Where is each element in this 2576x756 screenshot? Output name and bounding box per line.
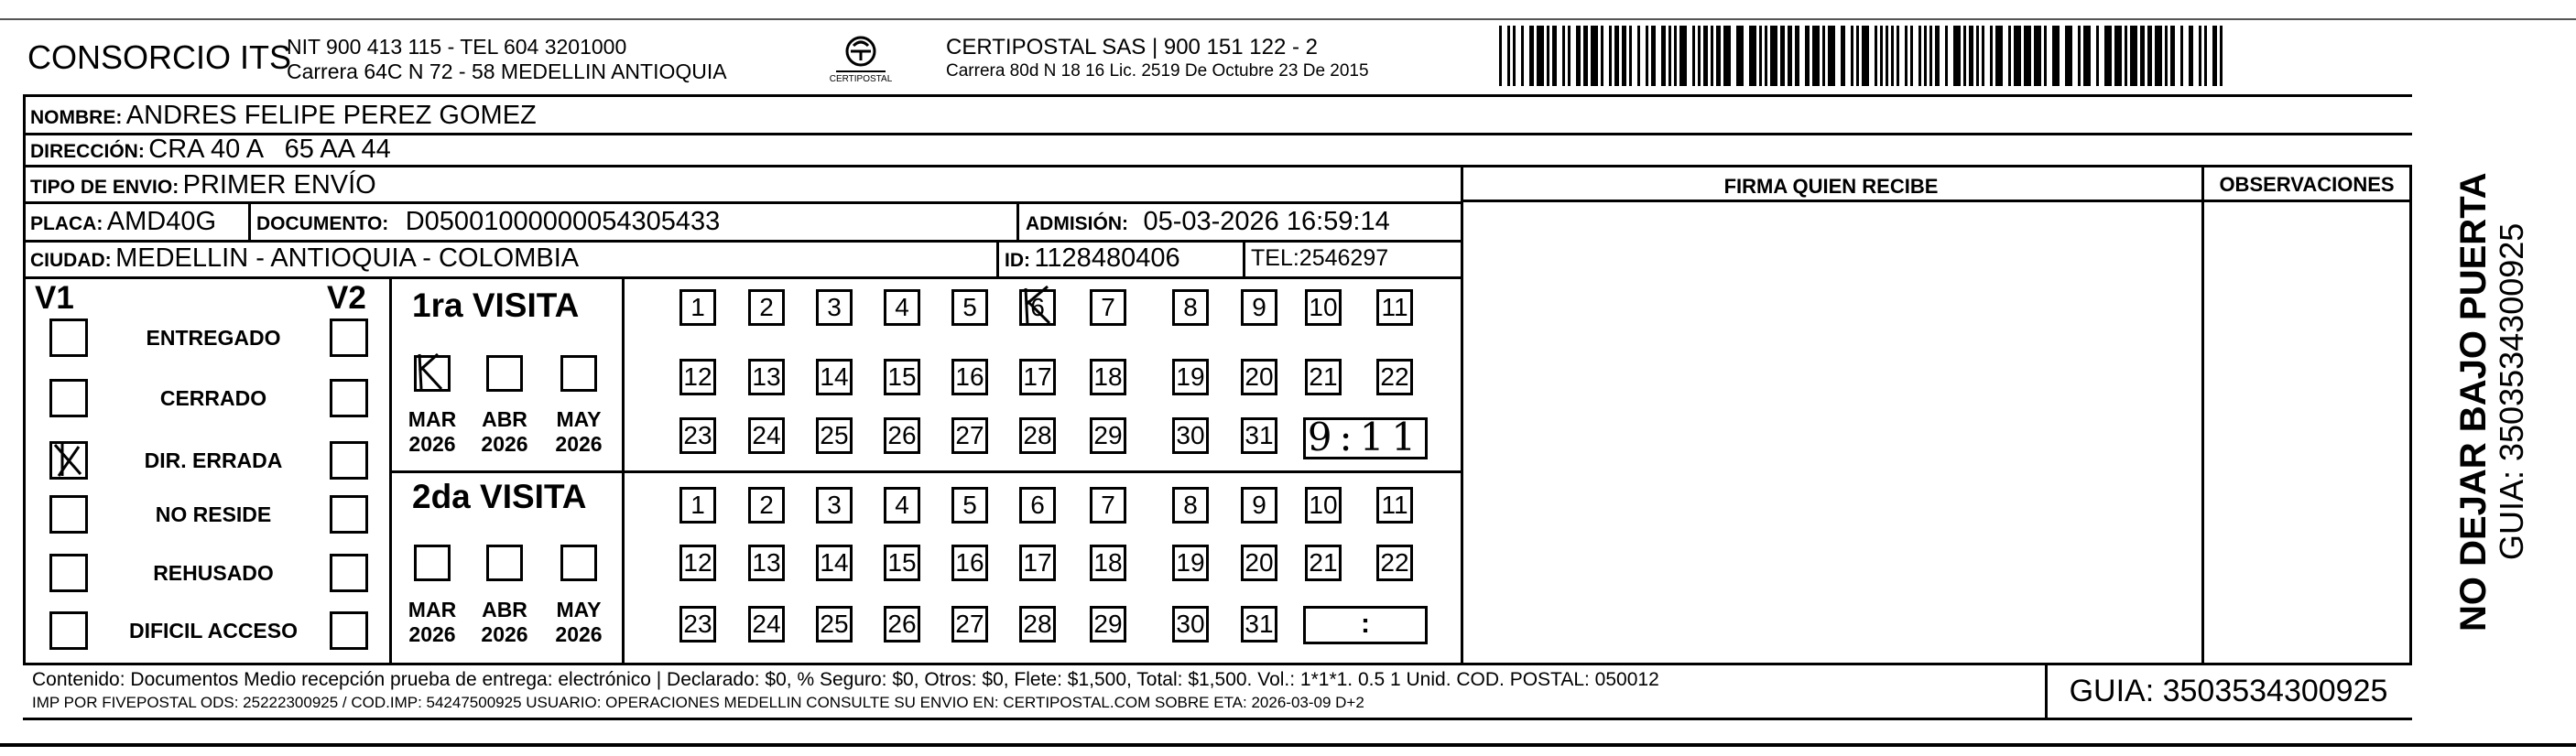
barcode-bar [2014, 26, 2021, 86]
barcode-bar [1583, 26, 1588, 86]
v2-checkbox[interactable] [330, 611, 368, 650]
barcode-bar [1521, 26, 1524, 86]
first-visit-day-30[interactable]: 30 [1172, 417, 1209, 454]
first-visit-month-box[interactable] [560, 355, 597, 392]
first-visit-day-26[interactable]: 26 [884, 417, 920, 454]
barcode-bar [2220, 26, 2223, 86]
barcode-bar [1841, 26, 1845, 86]
company-info-line2: Carrera 64C N 72 - 58 MEDELLIN ANTIOQUIA [287, 59, 727, 83]
barcode-bar [2083, 26, 2091, 86]
barcode-bar [1629, 26, 1632, 86]
barcode-bar [1562, 26, 1565, 86]
svg-text:CERTIPOSTAL: CERTIPOSTAL [829, 74, 893, 84]
v2-checkbox[interactable] [330, 495, 368, 534]
tipo-envio-value: PRIMER ENVÍO [182, 170, 376, 200]
barcode-bar [2044, 26, 2047, 86]
first-visit-day-29[interactable]: 29 [1090, 417, 1126, 454]
first-visit-time: 9:11 [1307, 415, 1424, 459]
direccion-label: DIRECCIÓN: [30, 141, 145, 162]
barcode-bar [1749, 26, 1756, 86]
barcode-bar [1953, 26, 1961, 86]
barcode-bar [1703, 26, 1708, 86]
barcode-bar [1886, 26, 1888, 86]
tipo-envio-label: TIPO DE ENVIO: [30, 177, 179, 198]
barcode-bar [2204, 26, 2207, 86]
second-visit-month-box[interactable] [414, 545, 451, 581]
barcode-bar [1614, 26, 1619, 86]
barcode [1499, 26, 2225, 86]
barcode-bar [2065, 26, 2072, 86]
second-visit-day-22[interactable]: 22 [1376, 545, 1413, 581]
first-visit-day-14[interactable]: 14 [816, 359, 853, 395]
barcode-bar [1862, 26, 1869, 86]
side-guia: GUIA: 3503534300925 [2493, 222, 2530, 560]
v1-label: V1 [35, 280, 74, 316]
barcode-bar [1499, 26, 1502, 86]
barcode-bar [1897, 26, 1899, 86]
barcode-bar [1891, 26, 1894, 86]
second-visit-day-17[interactable]: 17 [1019, 545, 1056, 581]
barcode-bar [2125, 26, 2127, 86]
first-visit-day-2[interactable]: 2 [748, 289, 785, 326]
tipo-envio-row [30, 170, 376, 200]
firma-label: FIRMA QUIEN RECIBE [1723, 175, 1939, 198]
barcode-bar [1576, 26, 1581, 86]
barcode-bar [1513, 26, 1516, 86]
first-visit-month-label: ABR 2026 [481, 407, 528, 456]
ciudad-label: CIUDAD: [30, 250, 112, 271]
barcode-bar [1969, 26, 1973, 86]
barcode-bar [2024, 26, 2031, 86]
admision-label: ADMISIÓN: [1026, 213, 1128, 234]
nombre-value: ANDRES FELIPE PEREZ GOMEZ [125, 101, 537, 130]
barcode-bar [2114, 26, 2122, 86]
barcode-bar [1945, 26, 1948, 86]
first-visit-day-31[interactable]: 31 [1241, 417, 1277, 454]
first-visit-day-22[interactable]: 22 [1376, 359, 1413, 395]
barcode-bar [2165, 26, 2168, 86]
admision-field [1026, 207, 1390, 237]
barcode-bar [2078, 26, 2081, 86]
first-visit-month-label: MAY 2026 [555, 407, 603, 456]
status-label: NO RESIDE [155, 502, 272, 526]
second-visit-day-26[interactable]: 26 [884, 606, 920, 643]
tel-label: TEL: [1251, 245, 1299, 271]
second-visit-day-27[interactable]: 27 [951, 606, 988, 643]
id-field [1005, 243, 1180, 274]
second-visit-day-15[interactable]: 15 [884, 545, 920, 581]
first-visit-day-27[interactable]: 27 [951, 417, 988, 454]
barcode-bar [1929, 26, 1932, 86]
second-visit-day-20[interactable]: 20 [1241, 545, 1277, 581]
v1-checkbox[interactable] [49, 495, 88, 534]
second-visit-day-11[interactable]: 11 [1376, 487, 1413, 524]
status-label: ENTREGADO [146, 326, 281, 350]
observaciones-label: OBSERVACIONES [2219, 173, 2395, 196]
status-label: REHUSADO [153, 561, 274, 585]
barcode-bar [1910, 26, 1913, 86]
first-visit-day-28[interactable]: 28 [1019, 417, 1056, 454]
barcode-bar [2096, 26, 2099, 86]
barcode-bar [1924, 26, 1927, 86]
barcode-bar [2155, 26, 2162, 86]
barcode-bar [1976, 26, 1979, 86]
certipostal-logo [829, 33, 893, 86]
v1-checkbox[interactable] [49, 379, 88, 417]
barcode-bar [1716, 26, 1721, 86]
barcode-bar [1591, 26, 1598, 86]
footer-print-line: IMP POR FIVEPOSTAL ODS: 25222300925 / COD.IMP: 54247500925 USUARIO: OPERACIONES MEDELLIN CONSULTE SU ENVIO EN: CERTIPOSTAL.COM SOBRE ETA: 2026-03-09 D+2 [32, 694, 1364, 711]
direccion-value: CRA 40 A 65 AA 44 [148, 135, 391, 164]
barcode-bar [2104, 26, 2112, 86]
first-visit-day-17[interactable]: 17 [1019, 359, 1056, 395]
v1-checkbox[interactable] [49, 554, 88, 592]
ciudad-value: MEDELLIN - ANTIOQUIA - COLOMBIA [115, 243, 580, 273]
first-visit-day-15[interactable]: 15 [884, 359, 920, 395]
first-visit-day-9[interactable]: 9 [1241, 289, 1277, 326]
barcode-bar [1765, 26, 1767, 86]
company-name: CONSORCIO ITS [27, 38, 292, 76]
barcode-bar [1905, 26, 1908, 86]
barcode-bar [1661, 26, 1666, 86]
barcode-bar [2147, 26, 2152, 86]
carrier-info-line2: Carrera 80d N 18 16 Lic. 2519 De Octubre 23 De 2015 [946, 61, 1369, 81]
v2-checkbox[interactable] [330, 441, 368, 480]
second-visit-month-label: MAY 2026 [555, 598, 603, 646]
barcode-bar [1622, 26, 1626, 86]
admision-value: 05-03-2026 16:59:14 [1143, 207, 1390, 236]
first-visit-title: 1ra VISITA [412, 286, 580, 324]
barcode-bar [1692, 26, 1695, 86]
v2-label: V2 [327, 280, 366, 316]
barcode-bar [1856, 26, 1859, 86]
second-visit-day-9[interactable]: 9 [1241, 487, 1277, 524]
v2-checkbox[interactable] [330, 319, 368, 357]
barcode-bar [1805, 26, 1810, 86]
first-visit-day-21[interactable]: 21 [1305, 359, 1342, 395]
second-visit-month-box[interactable] [560, 545, 597, 581]
barcode-bar [1547, 26, 1549, 86]
second-visit-day-13[interactable]: 13 [748, 545, 785, 581]
barcode-bar [1982, 26, 1984, 86]
company-info-line1: NIT 900 413 115 - TEL 604 3201000 [287, 35, 627, 59]
v1-checkbox[interactable] [49, 441, 88, 480]
first-visit-day-12[interactable]: 12 [679, 359, 716, 395]
barcode-bar [1875, 26, 1877, 86]
second-visit-time: : [1361, 609, 1370, 639]
barcode-bar [2130, 26, 2137, 86]
barcode-bar [1770, 26, 1777, 86]
first-visit-day-8[interactable]: 8 [1172, 289, 1209, 326]
second-visit-day-7[interactable]: 7 [1090, 487, 1126, 524]
direccion-row [30, 135, 391, 165]
barcode-bar [1788, 26, 1792, 86]
second-visit-day-2[interactable]: 2 [748, 487, 785, 524]
first-visit-day-25[interactable]: 25 [816, 417, 853, 454]
carrier-info-line1: CERTIPOSTAL SAS | 900 151 122 - 2 [946, 35, 1318, 59]
first-visit-day-1[interactable]: 1 [679, 289, 716, 326]
first-visit-day-7[interactable]: 7 [1090, 289, 1126, 326]
documento-value: D05001000000054305433 [405, 207, 721, 236]
second-visit-day-5[interactable]: 5 [951, 487, 988, 524]
placa-label: PLACA: [30, 213, 103, 234]
barcode-bar [2140, 26, 2145, 86]
barcode-bar [1651, 26, 1656, 86]
v1-checkbox[interactable] [49, 319, 88, 357]
first-visit-day-4[interactable]: 4 [884, 289, 920, 326]
barcode-bar [1507, 26, 1510, 86]
footer-guia: GUIA: 3503534300925 [2069, 674, 2388, 708]
first-visit-time-box [1303, 417, 1428, 459]
second-visit-day-14[interactable]: 14 [816, 545, 853, 581]
v2-checkbox[interactable] [330, 554, 368, 592]
footer-content-line: Contenido: Documentos Medio recepción prueba de entrega: electrónico | Declarado: $0, % Seguro: $0, Otros: $0, Flete: $1,500, Total: $1,500. Vol.: 1*1*1. 0.5 1 Unid. COD. POSTAL: 050012 [32, 669, 1659, 690]
first-visit-day-19[interactable]: 19 [1172, 359, 1209, 395]
second-visit-title: 2da VISITA [412, 478, 587, 515]
first-visit-day-13[interactable]: 13 [748, 359, 785, 395]
first-visit-month-box[interactable] [414, 355, 451, 392]
barcode-bar [2189, 26, 2193, 86]
barcode-bar [1637, 26, 1640, 86]
barcode-bar [1990, 26, 1993, 86]
first-visit-day-11[interactable]: 11 [1376, 289, 1413, 326]
id-value: 1128480406 [1034, 243, 1180, 273]
v2-checkbox[interactable] [330, 379, 368, 417]
barcode-bar [2212, 26, 2217, 86]
status-label: CERRADO [159, 386, 267, 410]
documento-label: DOCUMENTO: [256, 213, 389, 234]
barcode-bar [1674, 26, 1677, 86]
barcode-bar [2034, 26, 2041, 86]
first-visit-day-16[interactable]: 16 [951, 359, 988, 395]
second-visit-month-label: MAR 2026 [408, 598, 457, 646]
barcode-bar [1537, 26, 1544, 86]
second-visit-day-8[interactable]: 8 [1172, 487, 1209, 524]
barcode-bar [1759, 26, 1762, 86]
second-visit-day-23[interactable]: 23 [679, 606, 716, 643]
first-visit-day-24[interactable]: 24 [748, 417, 785, 454]
status-label: DIFICIL ACCESO [128, 619, 298, 643]
barcode-bar [1851, 26, 1853, 86]
barcode-bar [1880, 26, 1883, 86]
barcode-bar [2170, 26, 2175, 86]
barcode-bar [1529, 26, 1534, 86]
placa-field [30, 207, 216, 237]
second-visit-day-3[interactable]: 3 [816, 487, 853, 524]
status-label: DIR. ERRADA [144, 448, 283, 472]
first-visit-day-18[interactable]: 18 [1090, 359, 1126, 395]
barcode-bar [1609, 26, 1612, 86]
barcode-bar [1828, 26, 1835, 86]
placa-value: AMD40G [106, 207, 217, 236]
second-visit-day-24[interactable]: 24 [748, 606, 785, 643]
second-visit-day-12[interactable]: 12 [679, 545, 716, 581]
second-visit-month-box[interactable] [486, 545, 523, 581]
barcode-bar [1723, 26, 1731, 86]
barcode-bar [1918, 26, 1921, 86]
barcode-bar [1822, 26, 1825, 86]
barcode-bar [1736, 26, 1744, 86]
second-visit-day-18[interactable]: 18 [1090, 545, 1126, 581]
barcode-bar [1711, 26, 1713, 86]
first-visit-day-5[interactable]: 5 [951, 289, 988, 326]
nombre-label: NOMBRE: [30, 107, 123, 128]
second-visit-day-31[interactable]: 31 [1241, 606, 1277, 643]
barcode-bar [1963, 26, 1966, 86]
barcode-bar [2199, 26, 2201, 86]
first-visit-day-6[interactable]: 6 [1019, 289, 1056, 326]
barcode-bar [1552, 26, 1557, 86]
barcode-bar [1935, 26, 1940, 86]
second-visit-day-30[interactable]: 30 [1172, 606, 1209, 643]
barcode-bar [1780, 26, 1785, 86]
barcode-bar [1568, 26, 1571, 86]
first-visit-day-10[interactable]: 10 [1305, 289, 1342, 326]
nombre-row [30, 101, 537, 131]
side-warning: NO DEJAR BAJO PUERTA [2453, 172, 2494, 632]
barcode-bar [1601, 26, 1603, 86]
ciudad-field [30, 243, 579, 274]
second-visit-day-4[interactable]: 4 [884, 487, 920, 524]
id-label: ID: [1005, 250, 1030, 271]
second-visit-day-16[interactable]: 16 [951, 545, 988, 581]
barcode-bar [1668, 26, 1671, 86]
second-visit-day-25[interactable]: 25 [816, 606, 853, 643]
barcode-bar [1698, 26, 1701, 86]
tel-field [1251, 245, 1388, 272]
second-visit-day-29[interactable]: 29 [1090, 606, 1126, 643]
second-visit-time-box [1303, 606, 1428, 644]
first-visit-day-20[interactable]: 20 [1241, 359, 1277, 395]
barcode-bar [2180, 26, 2183, 86]
v1-checkbox[interactable] [49, 611, 88, 650]
barcode-bar [2052, 26, 2060, 86]
second-visit-day-19[interactable]: 19 [1172, 545, 1209, 581]
first-visit-month-box[interactable] [486, 355, 523, 392]
barcode-bar [1795, 26, 1799, 86]
second-visit-day-1[interactable]: 1 [679, 487, 716, 524]
barcode-bar [1995, 26, 2003, 86]
tel-value: 2546297 [1299, 245, 1389, 271]
second-visit-day-6[interactable]: 6 [1019, 487, 1056, 524]
documento-field [256, 207, 720, 237]
second-visit-day-10[interactable]: 10 [1305, 487, 1342, 524]
first-visit-day-23[interactable]: 23 [679, 417, 716, 454]
second-visit-day-21[interactable]: 21 [1305, 545, 1342, 581]
first-visit-month-label: MAR 2026 [408, 407, 457, 456]
barcode-bar [2008, 26, 2011, 86]
barcode-bar [1679, 26, 1687, 86]
second-visit-month-label: ABR 2026 [481, 598, 528, 646]
barcode-bar [1646, 26, 1648, 86]
first-visit-day-3[interactable]: 3 [816, 289, 853, 326]
barcode-bar [1812, 26, 1820, 86]
second-visit-day-28[interactable]: 28 [1019, 606, 1056, 643]
